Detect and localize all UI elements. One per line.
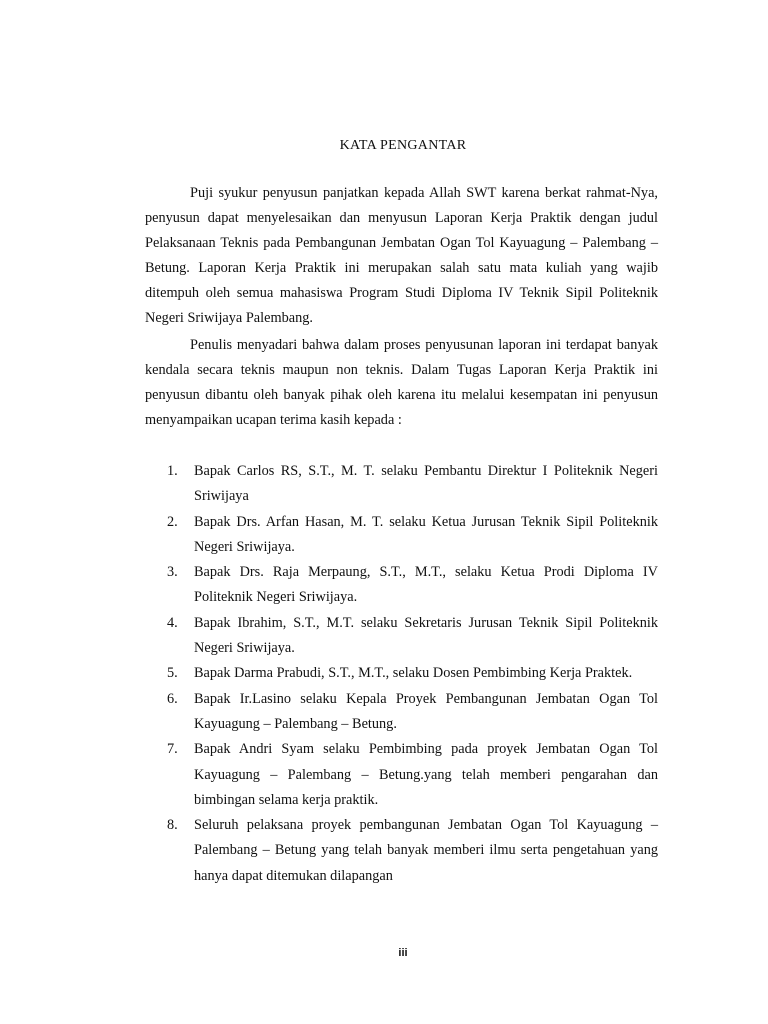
- acknowledgement-list: [145, 459, 658, 889]
- list-item-text: Seluruh pelaksana proyek pembangunan Jembatan Ogan Tol Kayuagung – Palembang – Betung yang telah banyak memberi ilmu serta pengetahuan yang hanya dapat ditemukan dilapangan: [194, 817, 658, 884]
- list-item-number: 3.: [167, 564, 178, 581]
- list-item-number: 7.: [167, 741, 178, 758]
- page-title: KATA PENGANTAR: [339, 138, 467, 153]
- list-item: [145, 459, 658, 510]
- list-item-number: 4.: [167, 614, 178, 631]
- acknowledgement-intro-paragraph: Penulis menyadari bahwa dalam proses penyusunan laporan ini terdapat banyak kendala secara teknis maupun non teknis. Dalam Tugas Laporan Kerja Praktik ini penyusun dibantu oleh banyak pihak oleh karena itu melalui kesempatan ini penyusun menyampaikan ucapan terima kasih kepada :: [145, 337, 658, 428]
- list-item: [145, 687, 658, 738]
- list-item-text: Bapak Andri Syam selaku Pembimbing pada proyek Jembatan Ogan Tol Kayuagung – Palembang – Betung.yang telah memberi pengarahan dan bimbingan selama kerja praktik.: [194, 741, 658, 808]
- intro-paragraph: Puji syukur penyusun panjatkan kepada Allah SWT karena berkat rahmat-Nya, penyusun dapat menyelesaikan dan menyusun Laporan Kerja Praktik dengan judul Pelaksanaan Teknis pada Pembangunan Jembatan Ogan Tol Kayuagung – Palembang – Betung. Laporan Kerja Praktik ini merupakan salah satu mata kuliah yang wajib ditempuh oleh semua mahasiswa Program Studi Diploma IV Teknik Sipil Politeknik Negeri Sriwijaya Palembang.: [145, 185, 658, 326]
- list-item-text: Bapak Ir.Lasino selaku Kepala Proyek Pembangunan Jembatan Ogan Tol Kayuagung – Palembang – Betung.: [194, 690, 658, 732]
- list-item-text: Bapak Drs. Raja Merpaung, S.T., M.T., selaku Ketua Prodi Diploma IV Politeknik Negeri Sriwijaya.: [194, 564, 658, 606]
- list-item-text: Bapak Ibrahim, S.T., M.T. selaku Sekretaris Jurusan Teknik Sipil Politeknik Negeri Sriwijaya.: [194, 614, 658, 657]
- list-item: [145, 611, 658, 662]
- list-item-text: Bapak Drs. Arfan Hasan, M. T. selaku Ketua Jurusan Teknik Sipil Politeknik Negeri Sriwijaya.: [194, 513, 658, 555]
- list-item: [145, 737, 658, 813]
- list-item-number: 2.: [167, 513, 178, 530]
- list-item: [145, 813, 658, 889]
- list-item-text: Bapak Carlos RS, S.T., M. T. selaku Pembantu Direktur I Politeknik Negeri Sriwijaya: [194, 463, 658, 505]
- list-item-text: Bapak Darma Prabudi, S.T., M.T., selaku Dosen Pembimbing Kerja Praktek.: [194, 665, 633, 682]
- page-number: iii: [398, 947, 408, 959]
- list-item-number: 6.: [167, 690, 178, 707]
- list-item: [145, 560, 658, 611]
- list-item: [145, 661, 658, 686]
- list-item-number: 5.: [167, 665, 178, 682]
- list-item: [145, 510, 658, 561]
- list-item-number: 8.: [167, 817, 178, 834]
- list-item-number: 1.: [167, 463, 178, 479]
